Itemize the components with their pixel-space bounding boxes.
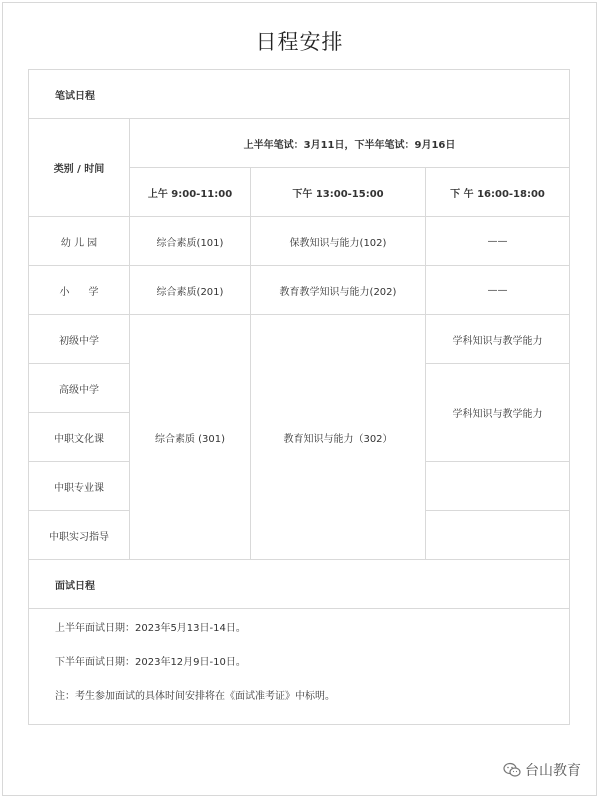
cell-primary-s2: 教育教学知识与能力(202) — [251, 266, 426, 315]
header-row-dates — [29, 119, 570, 168]
written-section-title: 笔试日程 — [29, 70, 570, 119]
page-title: 日程安排 — [255, 30, 344, 54]
cell-junior-s3: 学科知识与教学能力 — [426, 315, 570, 364]
cell-senior-s3: 学科知识与教学能力 — [426, 364, 570, 462]
watermark — [503, 760, 581, 780]
cell-merged-s1: 综合素质 (301) — [130, 315, 251, 560]
category-kindergarten: 幼 儿 园 — [29, 217, 130, 266]
interview-section-title: 面试日程 — [29, 560, 570, 609]
interview-section-row — [29, 560, 570, 609]
cell-kindergarten-s1: 综合素质(101) — [130, 217, 251, 266]
cell-kindergarten-s2: 保教知识与能力(102) — [251, 217, 426, 266]
wechat-icon — [503, 762, 521, 778]
table-row — [29, 217, 570, 266]
header-corner: 类别 / 时间 — [29, 119, 130, 217]
cell-vocational-practice-s3 — [426, 511, 570, 560]
header-dates: 上半年笔试：3月11日，下半年笔试：9月16日 — [130, 119, 570, 168]
interview-notes-row — [29, 609, 570, 725]
cell-merged-s2: 教育知识与能力（302） — [251, 315, 426, 560]
table-row — [29, 315, 570, 364]
interview-note: 注：考生参加面试的具体时间安排将在《面试准考证》中标明。 — [55, 691, 335, 702]
table-row — [29, 266, 570, 315]
interview-notes — [29, 609, 570, 725]
written-section-row — [29, 70, 570, 119]
category-vocational-specialty: 中职专业课 — [29, 462, 130, 511]
category-primary: 小 学 — [29, 266, 130, 315]
cell-primary-s1: 综合素质(201) — [130, 266, 251, 315]
category-senior: 高级中学 — [29, 364, 130, 413]
cell-vocational-specialty-s3 — [426, 462, 570, 511]
cell-primary-s3: —— — [426, 266, 570, 315]
session-afternoon-2: 下 午 16:00-18:00 — [426, 168, 570, 217]
watermark-text: 台山教育 — [525, 763, 581, 779]
session-morning: 上午 9:00-11:00 — [130, 168, 251, 217]
cell-kindergarten-s3: —— — [426, 217, 570, 266]
category-vocational-culture: 中职文化课 — [29, 413, 130, 462]
schedule-table — [28, 69, 570, 725]
interview-first-half-date: 上半年面试日期：2023年5月13日-14日。 — [55, 623, 246, 634]
category-vocational-practice: 中职实习指导 — [29, 511, 130, 560]
session-afternoon-1: 下午 13:00-15:00 — [251, 168, 426, 217]
interview-second-half-date: 下半年面试日期：2023年12月9日-10日。 — [55, 657, 246, 668]
category-junior: 初级中学 — [29, 315, 130, 364]
